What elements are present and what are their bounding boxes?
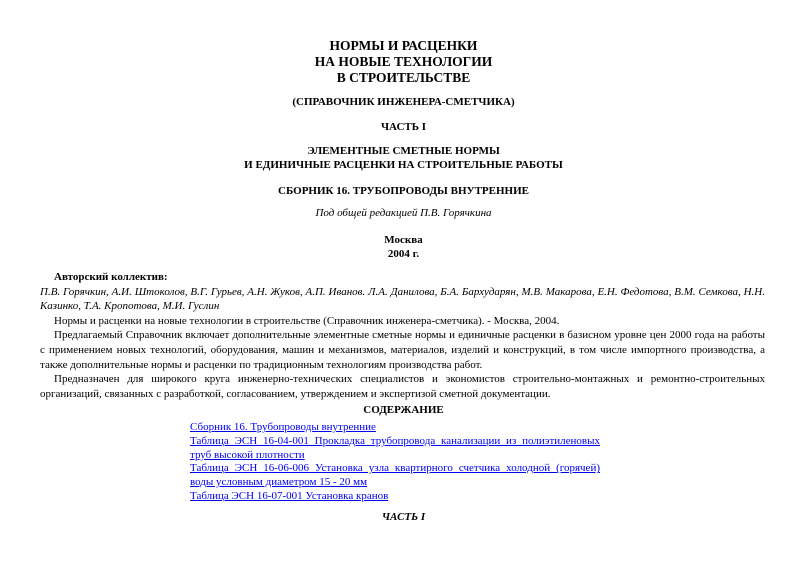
toc-heading: СОДЕРЖАНИЕ (363, 404, 444, 416)
title-line-2: НА НОВЫЕ ТЕХНОЛОГИИ (314, 54, 493, 69)
paragraph-1: Нормы и расценки на новые технологии в строительстве (Справочник инженера-сметчика). - Москва, 2004. (54, 314, 560, 327)
year: 2004 г. (387, 248, 420, 260)
paragraph-3: Предназначен для широкого круга инженерно-технических специалистов и экономистов строительно-монтажных и ремонтно-строительных организаций, связанных с разработкой, согласованием, утверждением и экспертизой сметной документации. (40, 373, 765, 400)
table-of-contents (190, 421, 600, 504)
title-line-1: НОРМЫ И РАСЦЕНКИ (329, 38, 478, 53)
paragraph-2: Предлагаемый Справочник включает дополнительные элементные сметные нормы и единичные расценки в базисном уровне цен 2000 года на работы с применением новых технологий, оборудования, машин и механизмов, материалов, изделий и конструкций, в том числе импортного производства, а также дополнительные нормы и расценки по традиционным технологиям производства работ. (40, 329, 765, 371)
footer-part-label: ЧАСТЬ I (381, 511, 426, 523)
part-title-line-2: И ЕДИНИЧНЫЕ РАСЦЕНКИ НА СТРОИТЕЛЬНЫЕ РАБОТЫ (244, 159, 563, 171)
document-body (40, 270, 765, 401)
part-title-line-1: ЭЛЕМЕНТНЫЕ СМЕТНЫЕ НОРМЫ (307, 145, 500, 157)
editor-line: Под общей редакцией П.В. Горячкина (315, 207, 492, 219)
part-title (0, 144, 807, 172)
collection-title: СБОРНИК 16. ТРУБОПРОВОДЫ ВНУТРЕННИЕ (278, 185, 529, 197)
document-title (0, 38, 807, 86)
title-line-3: В СТРОИТЕЛЬСТВЕ (336, 70, 471, 85)
toc-link-esn-16-07-001[interactable]: Таблица ЭСН 16-07-001 Установка кранов (190, 489, 389, 502)
toc-link-collection-16[interactable]: Сборник 16. Трубопроводы внутренние (190, 421, 376, 433)
authors-list: П.В. Горячкин, А.И. Штоколов, В.Г. Гурьев, А.Н. Жуков, А.П. Иванов. Л.А. Данилова, Б.А. Бархударян, М.В. Макарова, Е.Н. Федотова, В.М. Семкова, Н.Н. Казинко, Т.А. Кропотова, М.И. Гуслин (40, 285, 765, 313)
city: Москва (384, 234, 423, 246)
toc-link-esn-16-04-001[interactable]: Таблица ЭСН 16-04-001 Прокладка трубопровода канализации из полиэтиленовых труб высокой плотности (190, 434, 600, 461)
toc-link-esn-16-06-006[interactable]: Таблица ЭСН 16-06-006 Установка узла квартирного счетчика холодной (горячей) воды условным диаметром 15 - 20 мм (190, 462, 600, 489)
part-label: ЧАСТЬ I (380, 121, 427, 133)
document-subtitle: (СПРАВОЧНИК ИНЖЕНЕРА-СМЕТЧИКА) (292, 96, 515, 108)
authors-label: Авторский коллектив: (54, 271, 168, 283)
